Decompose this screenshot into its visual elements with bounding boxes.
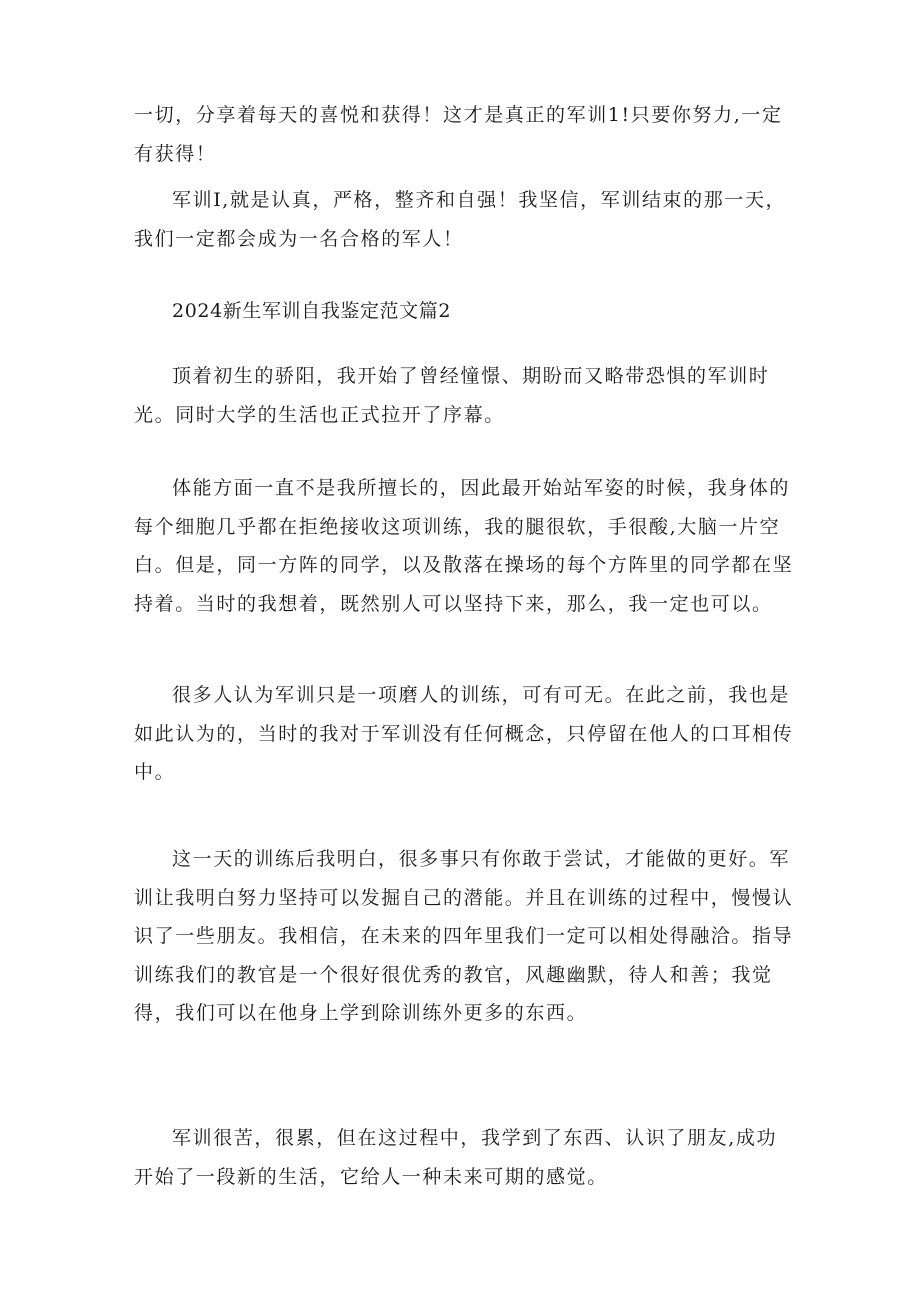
text-line: 我们一定都会成为一名合格的军人！ [134, 227, 464, 250]
paragraph-2 [134, 181, 787, 258]
text-line: 白。但是，同一方阵的同学，以及散落在操场的每个方阵里的同学都在坚 [134, 554, 794, 576]
section-heading: 2024新生军训自我鉴定范文篇2 [172, 300, 452, 322]
paragraph-8 [134, 1119, 784, 1196]
paragraph-4 [134, 357, 784, 434]
text-line: 有获得！ [134, 142, 217, 165]
text-line: 这一天的训练后我明白，很多事只有你敢于尝试，才能做的更好。军 [172, 848, 791, 870]
text-line: 很多人认为军训只是一项磨人的训练，可有可无。在此之前，我也是 [172, 684, 791, 706]
text-line: 识了一些朋友。我相信，在未来的四年里我们一定可以相处得融洽。指导 [134, 925, 794, 947]
paragraph-6 [134, 676, 794, 792]
text-line: 军训I,就是认真，严格，整齐和自强！我坚信，军训结束的那一天， [172, 189, 787, 211]
text-line: 每个细胞几乎都在拒绝接收这项训练，我的腿很软，手很酸,大脑一片空 [134, 515, 781, 538]
text-line: 军训很苦，很累，但在这过程中，我学到了东西、认识了朋友,成功 [172, 1127, 778, 1149]
text-line: 训让我明白努力坚持可以发掘自己的潜能。并且在训练的过程中，慢慢认 [134, 886, 794, 909]
paragraph-7 [134, 840, 794, 1033]
text-line: 体能方面一直不是我所擅长的，因此最开始站军姿的时候，我身体的 [172, 477, 791, 499]
text-line: 训练我们的教官是一个很好很优秀的教官，风趣幽默，待人和善；我觉 [134, 963, 773, 986]
text-line: 顶着初生的骄阳，我开始了曾经憧憬、期盼而又略带恐惧的军训时 [172, 365, 770, 387]
text-line: 中。 [134, 761, 176, 783]
text-line: 得，我们可以在他身上学到除训练外更多的东西。 [134, 1002, 588, 1024]
paragraph-5 [134, 469, 794, 623]
text-line: 一切，分享着每天的喜悦和获得！这才是真正的军训1!只要你努力,一定 [134, 104, 783, 126]
text-line: 光。同时大学的生活也正式拉开了序幕。 [134, 403, 505, 426]
text-line: 持着。当时的我想着，既然别人可以坚持下来，那么，我一定也可以。 [134, 592, 773, 615]
paragraph-1 [134, 96, 784, 173]
text-line: 如此认为的，当时的我对于军训没有任何概念，只停留在他人的口耳相传 [134, 722, 794, 745]
text-line: 开始了一段新的生活，它给人一种未来可期的感觉。 [134, 1165, 608, 1188]
